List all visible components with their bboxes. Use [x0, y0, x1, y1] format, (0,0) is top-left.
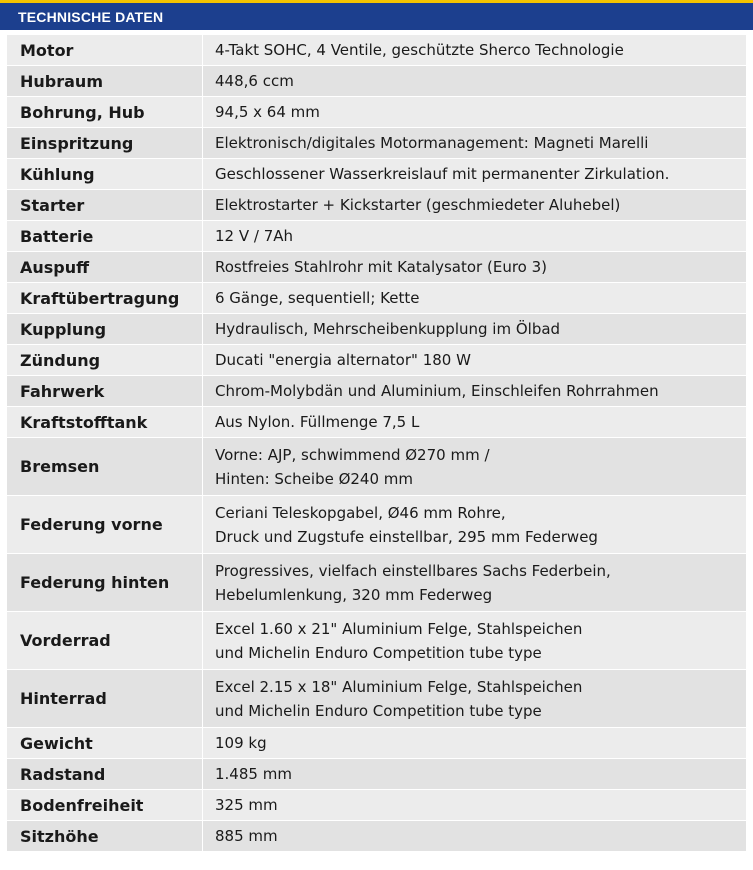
spec-label: Kraftstofftank [7, 407, 203, 438]
spec-label: Einspritzung [7, 128, 203, 159]
spec-value-line: 4-Takt SOHC, 4 Ventile, geschützte Sherco Technologie [215, 41, 624, 59]
table-row [7, 759, 747, 790]
spec-value-line: Geschlossener Wasserkreislauf mit permanenter Zirkulation. [215, 165, 670, 183]
spec-value [203, 670, 747, 728]
table-row [7, 159, 747, 190]
table-row [7, 612, 747, 670]
spec-value [203, 438, 747, 496]
spec-value [203, 283, 747, 314]
spec-value [203, 345, 747, 376]
spec-value-line: Aus Nylon. Füllmenge 7,5 L [215, 413, 420, 431]
table-row [7, 66, 747, 97]
spec-label: Kraftübertragung [7, 283, 203, 314]
spec-value-line: 94,5 x 64 mm [215, 103, 320, 121]
table-row [7, 407, 747, 438]
table-row [7, 790, 747, 821]
spec-value [203, 159, 747, 190]
spec-value-line: Chrom-Molybdän und Aluminium, Einschleifen Rohrrahmen [215, 382, 659, 400]
spec-table-body [7, 35, 747, 852]
spec-label: Auspuff [7, 252, 203, 283]
table-row [7, 728, 747, 759]
spec-label: Federung vorne [7, 496, 203, 554]
spec-value-line: Hydraulisch, Mehrscheibenkupplung im Ölbad [215, 320, 561, 338]
spec-value-line: 12 V / 7Ah [215, 227, 294, 245]
table-row [7, 314, 747, 345]
spec-label: Bodenfreiheit [7, 790, 203, 821]
spec-value-line: Hebelumlenkung, 320 mm Federweg [215, 585, 493, 604]
spec-value [203, 728, 747, 759]
table-row [7, 496, 747, 554]
spec-label: Vorderrad [7, 612, 203, 670]
spec-value [203, 612, 747, 670]
spec-value [203, 790, 747, 821]
spec-value [203, 759, 747, 790]
spec-label: Sitzhöhe [7, 821, 203, 852]
spec-value [203, 190, 747, 221]
spec-value-line: Rostfreies Stahlrohr mit Katalysator (Euro 3) [215, 258, 547, 276]
spec-value [203, 376, 747, 407]
spec-value [203, 252, 747, 283]
spec-value-line: 448,6 ccm [215, 72, 294, 90]
spec-value [203, 221, 747, 252]
spec-value-line: 1.485 mm [215, 765, 292, 783]
spec-value-line: 6 Gänge, sequentiell; Kette [215, 289, 420, 307]
spec-label: Radstand [7, 759, 203, 790]
spec-value [203, 314, 747, 345]
spec-value-line: Elektrostarter + Kickstarter (geschmiedeter Aluhebel) [215, 196, 621, 214]
spec-label: Hinterrad [7, 670, 203, 728]
spec-label: Gewicht [7, 728, 203, 759]
spec-value [203, 66, 747, 97]
spec-value-line: Excel 1.60 x 21" Aluminium Felge, Stahlspeichen [215, 619, 583, 638]
table-row [7, 128, 747, 159]
spec-value-line: Excel 2.15 x 18" Aluminium Felge, Stahlspeichen [215, 677, 583, 696]
table-row [7, 252, 747, 283]
table-row [7, 190, 747, 221]
spec-value [203, 821, 747, 852]
spec-label: Federung hinten [7, 554, 203, 612]
table-row [7, 670, 747, 728]
spec-value-line: und Michelin Enduro Competition tube type [215, 643, 542, 662]
table-row [7, 345, 747, 376]
spec-value [203, 97, 747, 128]
spec-label: Kühlung [7, 159, 203, 190]
spec-value-line: Ducati "energia alternator" 180 W [215, 351, 471, 369]
spec-value [203, 407, 747, 438]
spec-value-line: Elektronisch/digitales Motormanagement: Magneti Marelli [215, 134, 649, 152]
table-row [7, 376, 747, 407]
spec-label: Zündung [7, 345, 203, 376]
table-row [7, 554, 747, 612]
spec-value-line: 109 kg [215, 734, 267, 752]
spec-label: Motor [7, 35, 203, 66]
spec-label: Kupplung [7, 314, 203, 345]
table-row [7, 97, 747, 128]
spec-value-line: Hinten: Scheibe Ø240 mm [215, 469, 414, 488]
spec-value-line: Ceriani Teleskopgabel, Ø46 mm Rohre, [215, 503, 506, 522]
table-row [7, 221, 747, 252]
header-bar [0, 0, 753, 30]
spec-value-line: Druck und Zugstufe einstellbar, 295 mm Federweg [215, 527, 598, 546]
spec-label: Hubraum [7, 66, 203, 97]
spec-label: Starter [7, 190, 203, 221]
table-row [7, 821, 747, 852]
table-row [7, 438, 747, 496]
spec-value-line: Progressives, vielfach einstellbares Sachs Federbein, [215, 561, 611, 580]
spec-value-line: 885 mm [215, 827, 278, 845]
spec-value [203, 128, 747, 159]
spec-label: Bremsen [7, 438, 203, 496]
spec-label: Bohrung, Hub [7, 97, 203, 128]
spec-value [203, 554, 747, 612]
spec-value-line: 325 mm [215, 796, 278, 814]
table-row [7, 35, 747, 66]
spec-value-line: und Michelin Enduro Competition tube type [215, 701, 542, 720]
spec-label: Batterie [7, 221, 203, 252]
spec-value [203, 496, 747, 554]
spec-value [203, 35, 747, 66]
table-row [7, 283, 747, 314]
spec-label: Fahrwerk [7, 376, 203, 407]
page-title: TECHNISCHE DATEN [18, 9, 164, 25]
spec-table [6, 34, 747, 852]
spec-value-line: Vorne: AJP, schwimmend Ø270 mm / [215, 445, 490, 464]
